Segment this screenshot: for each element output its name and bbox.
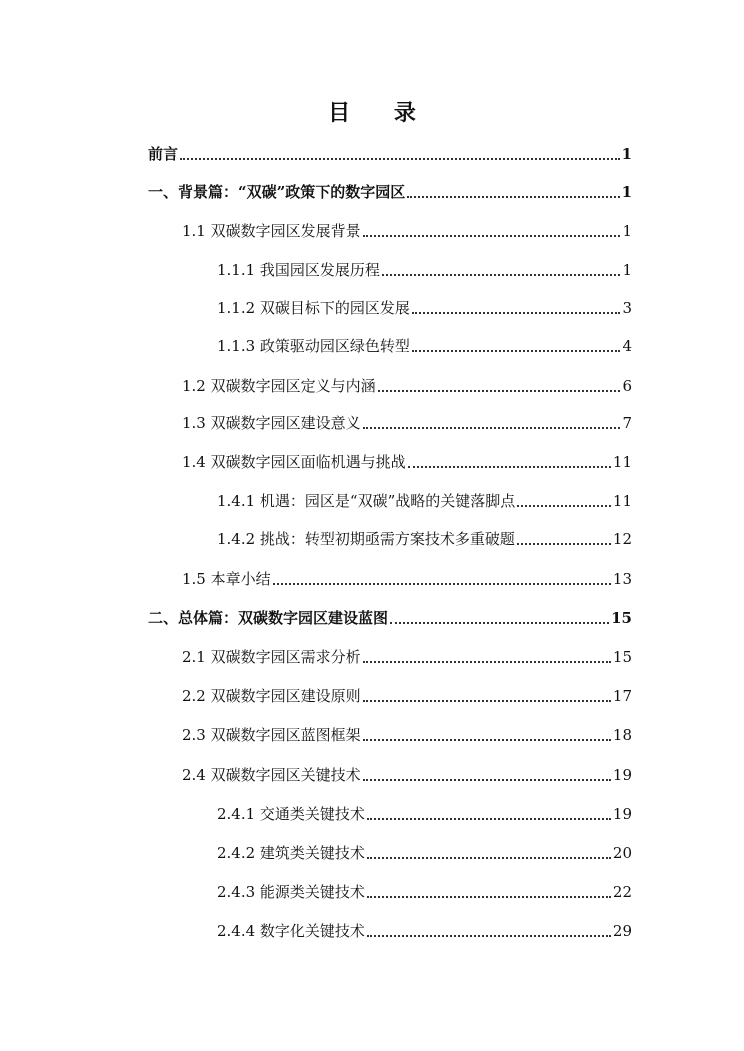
toc-page-number: 17 <box>612 687 632 705</box>
toc-entry-title: 1.2 双碳数字园区定义与内涵 <box>182 377 376 395</box>
toc-page-number: 11 <box>612 453 632 471</box>
toc-entry-title: 2.4.3 能源类关键技术 <box>217 883 365 901</box>
toc-dot-leader <box>412 350 621 352</box>
toc-dot-leader <box>367 818 611 820</box>
toc-entry-1-2[interactable] <box>182 370 632 396</box>
toc-entry-1-1[interactable] <box>182 215 632 241</box>
toc-dot-leader <box>407 196 619 198</box>
toc-dot-leader <box>517 505 611 507</box>
toc-entry-1-1-3[interactable] <box>217 330 632 356</box>
toc-page-number: 15 <box>612 648 632 666</box>
toc-dot-leader <box>517 543 611 545</box>
toc-entry-chapter-1[interactable] <box>148 176 632 202</box>
toc-entry-preface[interactable] <box>148 138 632 164</box>
toc-entry-title: 一、背景篇：“双碳”政策下的数字园区 <box>148 183 406 201</box>
toc-entry-1-1-2[interactable] <box>217 292 632 318</box>
toc-entry-2-2[interactable] <box>182 680 632 706</box>
toc-page-number: 1 <box>622 261 632 279</box>
toc-dot-leader <box>412 312 621 314</box>
toc-entry-chapter-2[interactable] <box>148 602 632 628</box>
toc-page-number: 1 <box>621 183 632 201</box>
toc-entry-1-4[interactable] <box>182 446 632 472</box>
toc-entry-title: 1.4.1 机遇：园区是“双碳”战略的关键落脚点 <box>217 492 516 510</box>
toc-entry-1-4-2[interactable] <box>217 523 632 549</box>
toc-dot-leader <box>367 935 611 937</box>
toc-dot-leader <box>390 622 609 624</box>
toc-dot-leader <box>273 583 611 585</box>
toc-entry-2-4-3[interactable] <box>217 876 632 902</box>
toc-dot-leader <box>363 661 611 663</box>
toc-entry-2-1[interactable] <box>182 641 632 667</box>
toc-entry-title: 1.1.3 政策驱动园区绿色转型 <box>217 337 410 355</box>
toc-entry-title: 1.4.2 挑战：转型初期亟需方案技术多重破题 <box>217 530 515 548</box>
toc-entry-title: 1.5 本章小结 <box>182 570 271 588</box>
toc-page-number: 29 <box>612 922 632 940</box>
toc-page-number: 6 <box>622 377 632 395</box>
toc-entry-title: 2.4 双碳数字园区关键技术 <box>182 766 361 784</box>
toc-dot-leader <box>180 158 620 160</box>
toc-page-number: 13 <box>612 570 632 588</box>
toc-page-number: 19 <box>612 766 632 784</box>
toc-dot-leader <box>367 857 611 859</box>
toc-page-number: 18 <box>612 726 632 744</box>
toc-page-number: 7 <box>622 414 632 432</box>
toc-page-number: 4 <box>622 337 632 355</box>
toc-dot-leader <box>408 466 611 468</box>
toc-dot-leader <box>363 700 611 702</box>
toc-entry-title: 前言 <box>148 145 179 163</box>
toc-entry-title: 2.1 双碳数字园区需求分析 <box>182 648 361 666</box>
toc-entry-2-4-1[interactable] <box>217 798 632 824</box>
toc-page-number: 15 <box>611 609 632 627</box>
toc-entry-1-5[interactable] <box>182 563 632 589</box>
toc-page-number: 3 <box>622 299 632 317</box>
toc-entry-title: 2.4.2 建筑类关键技术 <box>217 844 365 862</box>
toc-entry-title: 二、总体篇：双碳数字园区建设蓝图 <box>148 609 389 627</box>
toc-entry-2-4-2[interactable] <box>217 837 632 863</box>
toc-entry-title: 1.3 双碳数字园区建设意义 <box>182 414 361 432</box>
toc-entry-title: 2.4.4 数字化关键技术 <box>217 922 365 940</box>
toc-entry-title: 1.1 双碳数字园区发展背景 <box>182 222 361 240</box>
toc-entry-2-4[interactable] <box>182 759 632 785</box>
toc-entry-1-3[interactable] <box>182 407 632 433</box>
page-title: 目 录 <box>328 100 434 126</box>
toc-entry-title: 1.1.2 双碳目标下的园区发展 <box>217 299 410 317</box>
toc-page-number: 1 <box>622 222 632 240</box>
toc-entry-title: 1.1.1 我国园区发展历程 <box>217 261 380 279</box>
toc-entry-1-1-1[interactable] <box>217 254 632 280</box>
toc-page-number: 11 <box>612 492 632 510</box>
toc-page-number: 22 <box>612 883 632 901</box>
toc-dot-leader <box>382 274 621 276</box>
toc-entry-title: 2.4.1 交通类关键技术 <box>217 805 365 823</box>
toc-dot-leader <box>363 779 611 781</box>
toc-entry-title: 2.2 双碳数字园区建设原则 <box>182 687 361 705</box>
toc-entry-2-4-4[interactable] <box>217 915 632 941</box>
toc-entry-1-4-1[interactable] <box>217 485 632 511</box>
toc-entry-title: 2.3 双碳数字园区蓝图框架 <box>182 726 361 744</box>
toc-page-number: 1 <box>621 145 632 163</box>
toc-page-number: 20 <box>612 844 632 862</box>
toc-dot-leader <box>378 390 621 392</box>
toc-dot-leader <box>367 896 611 898</box>
toc-page-number: 19 <box>612 805 632 823</box>
toc-entry-2-3[interactable] <box>182 719 632 745</box>
toc-dot-leader <box>363 235 621 237</box>
toc-page-number: 12 <box>612 530 632 548</box>
toc-dot-leader <box>363 739 611 741</box>
toc-dot-leader <box>363 427 621 429</box>
toc-entry-title: 1.4 双碳数字园区面临机遇与挑战 <box>182 453 406 471</box>
